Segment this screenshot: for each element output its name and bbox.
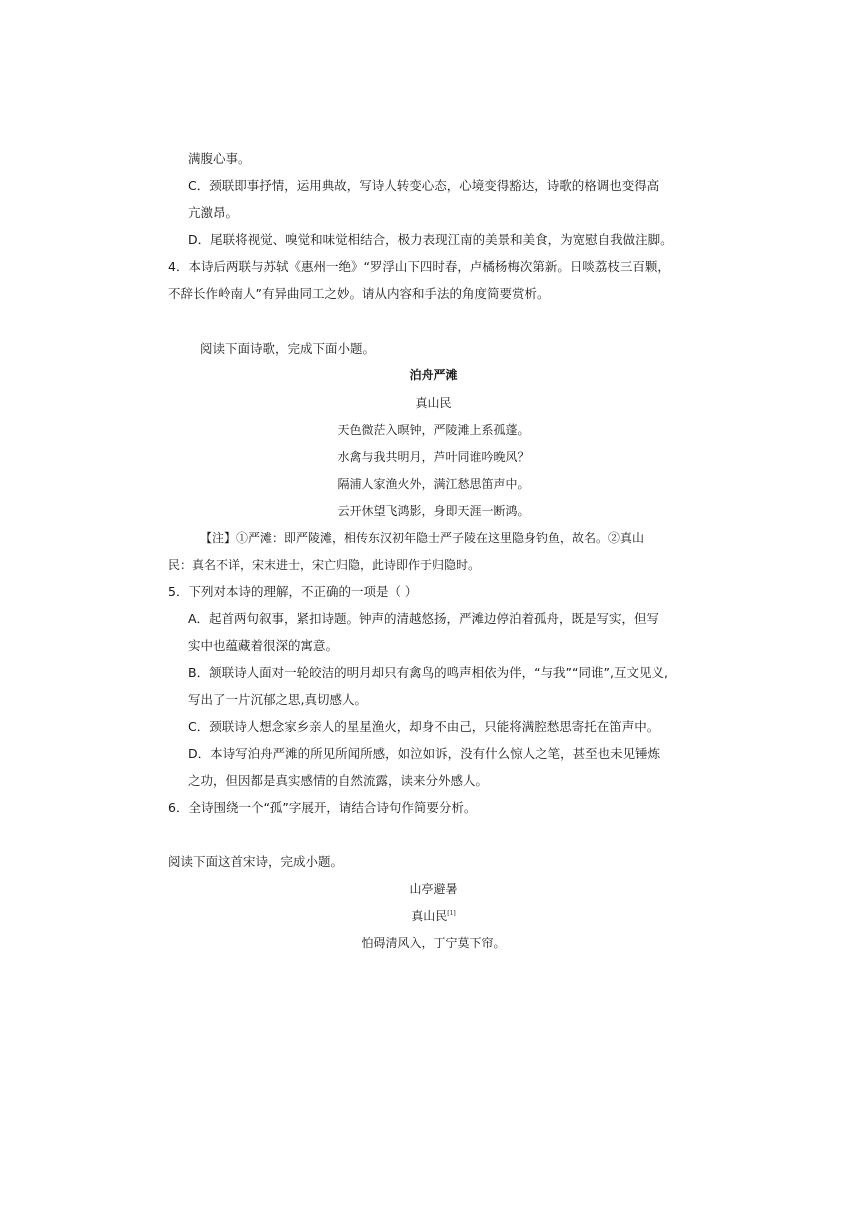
q3-option-d: D．尾联将视觉、嗅觉和味觉相结合，极力表现江南的美景和美食，为宽慰自我做注脚。: [188, 232, 673, 247]
poem2-author: [0, 907, 867, 925]
poem-title: 泊舟严滩: [409, 368, 458, 382]
q5-option-b-line2: 写出了一片沉郁之思,真切感人。: [188, 692, 367, 707]
poem-line-3: 隔浦人家渔火外，满江愁思笛声中。: [337, 477, 530, 491]
q5-option-a-line2: 实中也蕴藏着很深的寓意。: [188, 638, 339, 653]
poem-line-4: 云开休望飞鸿影，身即天涯一断鸿。: [337, 504, 530, 518]
poem-line-2: 水禽与我共明月，芦叶同谁吟晚风？: [337, 450, 530, 464]
section3-intro: 阅读下面这首宋诗，完成小题。: [168, 854, 344, 869]
poem-line-1: 天色微茫入暝钟，严陵滩上系孤蓬。: [337, 423, 530, 437]
q5-option-b-line1: B．颔联诗人面对一轮皎洁的明月却只有禽鸟的鸣声相依为伴，“与我”“同谁”,互文见义,: [188, 665, 668, 680]
poem2-author-name: 真山民: [411, 909, 448, 923]
q5-stem: 5．下列对本诗的理解，不正确的一项是（ ）: [168, 584, 418, 599]
poem2-title: 山亭避暑: [409, 882, 458, 896]
poem2-footnote-mark: [1]: [447, 910, 456, 917]
q4-stem-line2: 不辞长作岭南人”有异曲同工之妙。请从内容和手法的角度简要赏析。: [168, 286, 550, 301]
q3-option-c-line1: C．颈联即事抒情，运用典故，写诗人转变心态，心境变得豁达，诗歌的格调也变得高: [188, 178, 660, 193]
section2-intro: 阅读下面诗歌，完成下面小题。: [200, 341, 376, 356]
poem2-line-1: 怕碍清风入，丁宁莫下帘。: [361, 936, 506, 950]
q5-option-d-line2: 之功，但因都是真实感情的自然流露，读来分外感人。: [188, 773, 489, 788]
q3-option-b-continuation: 满腹心事。: [188, 151, 251, 166]
poem-note-line2: 民：真名不详，宋末进士，宋亡归隐，此诗即作于归隐时。: [168, 558, 481, 572]
q4-stem-line1: 4．本诗后两联与苏轼《惠州一绝》“罗浮山下四时春，卢橘杨梅次第新。日啖荔枝三百颗，: [168, 259, 670, 274]
q3-option-c-line2: 亢激昂。: [188, 205, 239, 220]
q5-option-c: C．颈联诗人想念家乡亲人的星星渔火，却身不由己，只能将满腔愁思寄托在笛声中。: [188, 719, 660, 734]
q5-option-d-line1: D．本诗写泊舟严滩的所见所闻所感，如泣如诉，没有什么惊人之笔，甚至也未见锤炼: [188, 746, 661, 761]
q6-stem: 6．全诗围绕一个“孤”字展开，请结合诗句作简要分析。: [168, 800, 477, 815]
poem-note-line1: 【注】①严滩：即严陵滩，相传东汉初年隐士严子陵在这里隐身钓鱼，故名。②真山: [200, 531, 645, 545]
poem-author: 真山民: [415, 396, 452, 410]
q5-option-a-line1: A．起首两句叙事，紧扣诗题。钟声的清越悠扬，严滩边停泊着孤舟，既是写实，但写: [188, 611, 660, 626]
